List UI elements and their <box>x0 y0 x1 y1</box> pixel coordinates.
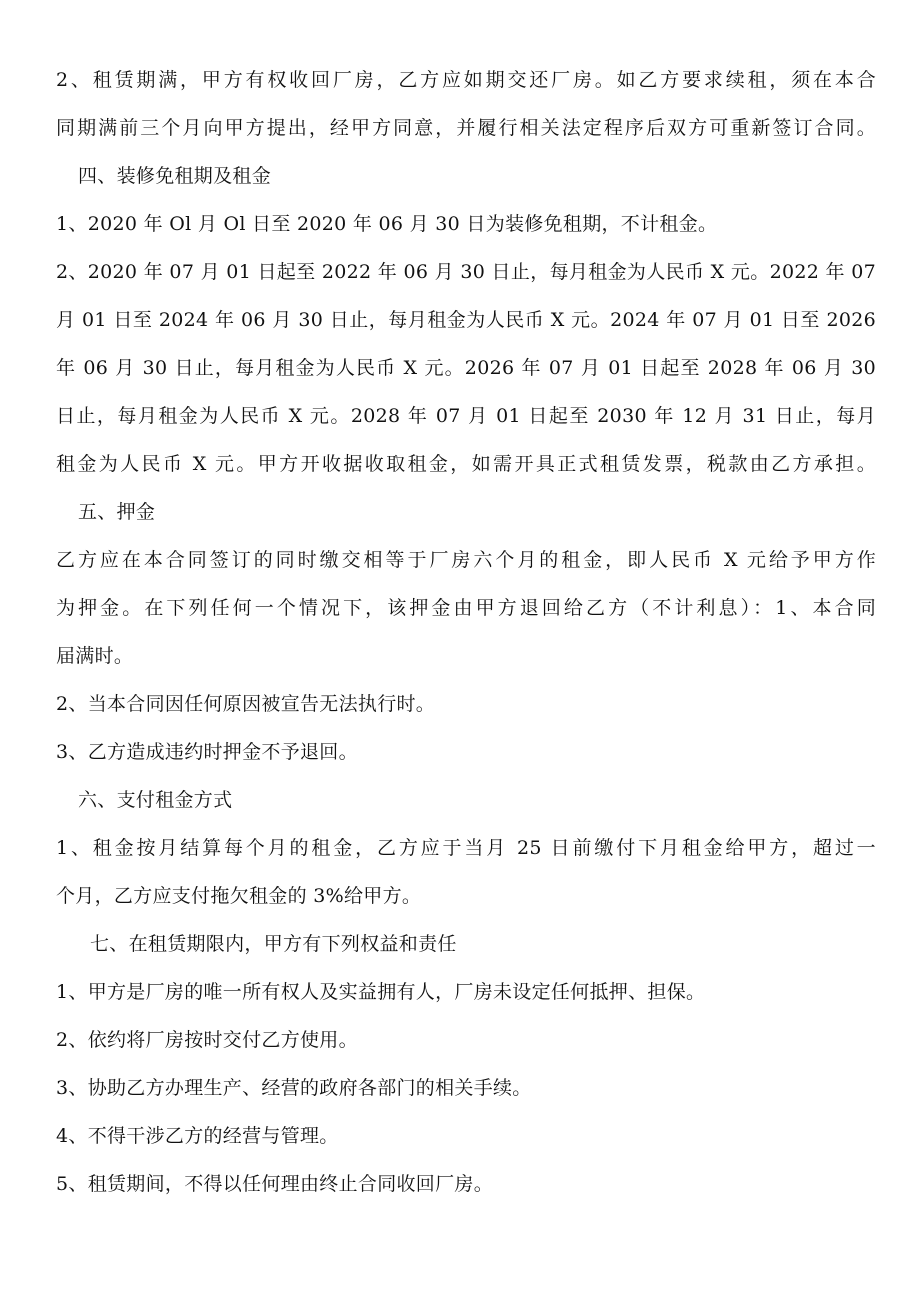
section-heading-renovation-rent: 四、装修免租期及租金 <box>78 165 272 187</box>
clause-text-line: 1、甲方是厂房的唯一所有权人及实益拥有人，厂房未设定任何抵押、担保。 <box>56 981 706 1003</box>
clause-text-line: 租金为人民币 X 元。甲方开收据收取租金，如需开具正式租赁发票，税款由乙方承担。 <box>56 453 876 475</box>
clause-text-line: 2、租赁期满，甲方有权收回厂房，乙方应如期交还厂房。如乙方要求续租，须在本合 <box>56 69 876 91</box>
section-heading-deposit: 五、押金 <box>78 501 156 523</box>
clause-text-line: 2、当本合同因任何原因被宣告无法执行时。 <box>56 693 436 715</box>
clause-text-line: 1、租金按月结算每个月的租金，乙方应于当月 25 日前缴付下月租金给甲方，超过一 <box>56 837 876 859</box>
section-heading-payment-method: 六、支付租金方式 <box>78 789 233 811</box>
clause-text-line: 5、租赁期间，不得以任何理由终止合同收回厂房。 <box>56 1173 493 1195</box>
clause-text-line: 日止，每月租金为人民币 X 元。2028 年 07 月 01 日起至 2030 年 12 月 31 日止，每月 <box>56 405 876 427</box>
clause-text-line: 4、不得干涉乙方的经营与管理。 <box>56 1125 339 1147</box>
clause-text-line: 2、依约将厂房按时交付乙方使用。 <box>56 1029 358 1051</box>
clause-text-line: 年 06 月 30 日止，每月租金为人民币 X 元。2026 年 07 月 01 日起至 2028 年 06 月 30 <box>56 357 876 379</box>
contract-page <box>56 56 876 1208</box>
clause-text-line: 为押金。在下列任何一个情况下，该押金由甲方退回给乙方（不计利息）：1、本合同 <box>56 597 876 619</box>
clause-text-line: 同期满前三个月向甲方提出，经甲方同意，并履行相关法定程序后双方可重新签订合同。 <box>56 117 876 139</box>
clause-text-line: 个月，乙方应支付拖欠租金的 3%给甲方。 <box>56 885 422 907</box>
clause-text-line: 乙方应在本合同签订的同时缴交相等于厂房六个月的租金，即人民币 X 元给予甲方作 <box>56 549 876 571</box>
clause-text-line: 3、协助乙方办理生产、经营的政府各部门的相关手续。 <box>56 1077 532 1099</box>
clause-text-line: 月 01 日至 2024 年 06 月 30 日止，每月租金为人民币 X 元。2024 年 07 月 01 日至 2026 <box>56 309 876 331</box>
clause-text-line: 2、2020 年 07 月 01 日起至 2022 年 06 月 30 日止，每月租金为人民币 X 元。2022 年 07 <box>56 261 876 283</box>
section-heading-lessor-rights: 七、在租赁期限内，甲方有下列权益和责任 <box>90 933 457 955</box>
clause-text-line: 1、2020 年 Ol 月 Ol 日至 2020 年 06 月 30 日为装修免租期，不计租金。 <box>56 213 718 235</box>
clause-text-line: 3、乙方造成违约时押金不予退回。 <box>56 741 358 763</box>
clause-text-line: 届满时。 <box>56 645 134 667</box>
